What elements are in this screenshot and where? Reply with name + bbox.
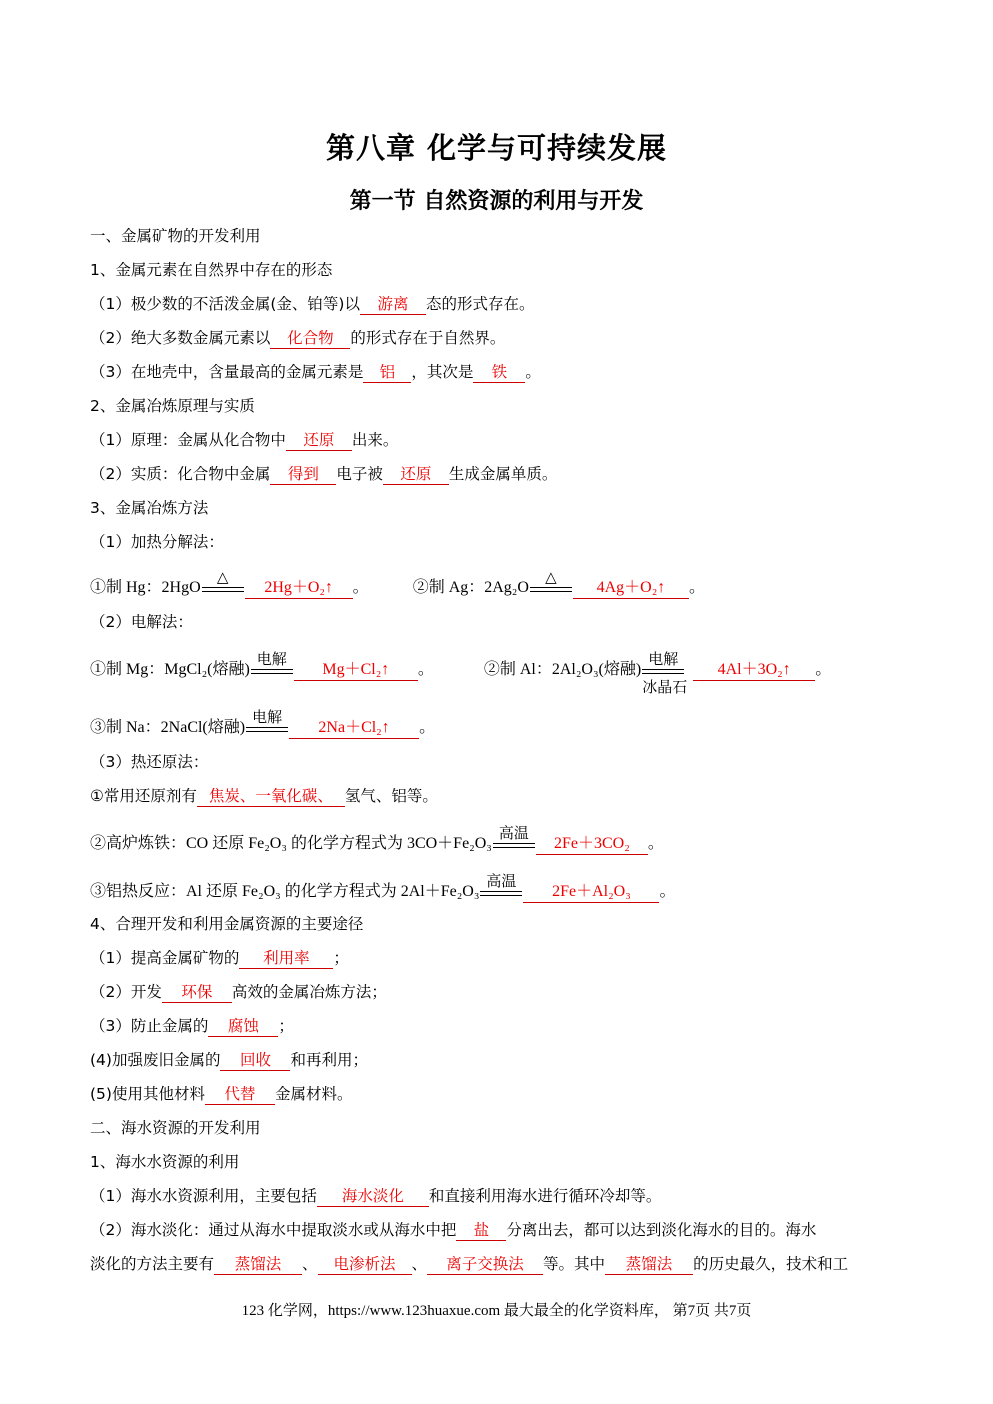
answer-blank: 蒸馏法 <box>214 1254 302 1275</box>
line-crust-metals: （3）在地壳中，含量最高的金属元素是 铝 ，其次是 铁 。 <box>90 363 541 381</box>
line-desalination-methods: 淡化的方法主要有 蒸馏法 、 电渗析法 、 离子交换法 等。其中 蒸馏法 的历史最久，技术和工 <box>90 1255 849 1273</box>
chapter-title: 第八章 化学与可持续发展 <box>325 131 668 165</box>
answer-blank: 海水淡化 <box>317 1186 429 1207</box>
line-desalination-use: （1）海水水资源利用，主要包括 海水淡化 和直接利用海水进行循环冷却等。 <box>90 1187 662 1205</box>
heading-seawater-use: 1、海水水资源的利用 <box>90 1153 240 1171</box>
method-thermal-reduction: （3）热还原法： <box>90 753 209 771</box>
line-corrosion: （3）防止金属的 腐蚀 ； <box>90 1017 294 1035</box>
answer-blank: 2Fe＋3CO₂ <box>536 834 648 855</box>
line-desalination-def: （2）海水淡化：通过从海水中提取淡水或从海水中把 盐 分离出去，都可以达到淡化海水的目的。海水 <box>90 1221 817 1239</box>
heading-seawater: 二、海水资源的开发利用 <box>90 1119 261 1137</box>
equation-thermite: ③铝热反应：Al 还原 Fe₂O₃ 的化学方程式为 2Al＋Fe₂O₃ 高温 2Fe＋Al₂O₃ 。 <box>90 880 903 904</box>
equation-mg-al: ①制 Mg：MgCl₂(熔融) 电解 Mg＋Cl₂↑ 。 ②制 Al：2Al₂O₃(熔融) 电解 冰晶石 4Al＋3O₂↑ 。 <box>90 652 832 696</box>
answer-blank: 利用率 <box>239 948 333 969</box>
answer-blank: 盐 <box>456 1220 506 1241</box>
answer-blank: 化合物 <box>270 328 350 349</box>
heading-smelting-methods: 3、金属冶炼方法 <box>90 499 209 517</box>
answer-blank: 焦炭、一氧化碳、 <box>197 786 345 807</box>
equation-na: ③制 Na：2NaCl(熔融) 电解 2Na＋Cl₂↑ 。 <box>90 716 903 740</box>
line-substitute: (5)使用其他材料 代替 金属材料。 <box>90 1085 353 1103</box>
page-footer: 123 化学网，https://www.123huaxue.com 最大最全的化学资料库， 第7页 共7页 <box>241 1303 752 1319</box>
answer-blank: 回收 <box>220 1050 290 1071</box>
heading-smelting-principle: 2、金属冶炼原理与实质 <box>90 397 255 415</box>
line-eco-smelting: （2）开发 环保 高效的金属冶炼方法； <box>90 983 387 1001</box>
answer-blank: Mg＋Cl₂↑ <box>294 660 418 681</box>
answer-blank: 离子交换法 <box>427 1254 543 1275</box>
answer-blank: 2Hg＋O₂↑ <box>245 578 353 599</box>
equation-hg-ag: ①制 Hg：2HgO △ 2Hg＋O₂↑ 。 ②制 Ag：2Ag₂O △ 4Ag＋O₂↑ 。 <box>90 576 903 600</box>
line-free-state: （1）极少数的不活泼金属(金、铂等)以 游离 态的形式存在。 <box>90 295 535 313</box>
answer-blank: 2Na＋Cl₂↑ <box>289 718 419 739</box>
answer-blank: 代替 <box>205 1084 275 1105</box>
condition-electrolysis: 电解 <box>251 658 293 682</box>
answer-blank: 环保 <box>162 982 232 1003</box>
answer-blank: 2Fe＋Al₂O₃ <box>523 882 659 903</box>
method-heat-decomposition: （1）加热分解法： <box>90 533 224 551</box>
line-principle: （1）原理：金属从化合物中 还原 出来。 <box>90 431 399 449</box>
answer-blank: 电渗析法 <box>318 1254 412 1275</box>
line-essence: （2）实质：化合物中金属 得到 电子被 还原 生成金属单质。 <box>90 465 558 483</box>
heading-resource-use: 4、合理开发和利用金属资源的主要途径 <box>90 915 364 933</box>
answer-blank: 铝 <box>363 362 411 383</box>
heading-metal-minerals: 一、金属矿物的开发利用 <box>90 227 261 245</box>
answer-blank: 腐蚀 <box>208 1016 278 1037</box>
condition-heat: △ <box>202 576 244 600</box>
condition-electrolysis: 电解 <box>246 716 288 740</box>
answer-blank: 得到 <box>270 464 336 485</box>
line-reducing-agents: ①常用还原剂有 焦炭、一氧化碳、 氢气、铝等。 <box>90 787 438 805</box>
answer-blank: 还原 <box>286 430 352 451</box>
answer-blank: 铁 <box>473 362 525 383</box>
method-electrolysis: （2）电解法： <box>90 613 193 631</box>
line-compound-state: （2）绝大多数金属元素以 化合物 的形式存在于自然界。 <box>90 329 506 347</box>
condition-high-temp: 高温 <box>493 832 535 856</box>
condition-heat: △ <box>530 576 572 600</box>
answer-blank: 蒸馏法 <box>605 1254 693 1275</box>
answer-blank: 4Al＋3O₂↑ <box>693 660 815 681</box>
line-utilization-rate: （1）提高金属矿物的 利用率 ； <box>90 949 349 967</box>
answer-blank: 游离 <box>360 294 426 315</box>
equation-blast-furnace: ②高炉炼铁：CO 还原 Fe₂O₃ 的化学方程式为 3CO＋Fe₂O₃ 高温 2Fe＋3CO₂ 。 <box>90 832 903 856</box>
heading-metal-forms: 1、金属元素在自然界中存在的形态 <box>90 261 333 279</box>
line-recycling: (4)加强废旧金属的 回收 和再利用； <box>90 1051 368 1069</box>
answer-blank: 还原 <box>383 464 449 485</box>
condition-electrolysis-cryolite: 电解 冰晶石 <box>642 652 688 696</box>
condition-high-temp: 高温 <box>480 880 522 904</box>
answer-blank: 4Ag＋O₂↑ <box>573 578 689 599</box>
section-title: 第一节 自然资源的利用与开发 <box>349 189 644 214</box>
